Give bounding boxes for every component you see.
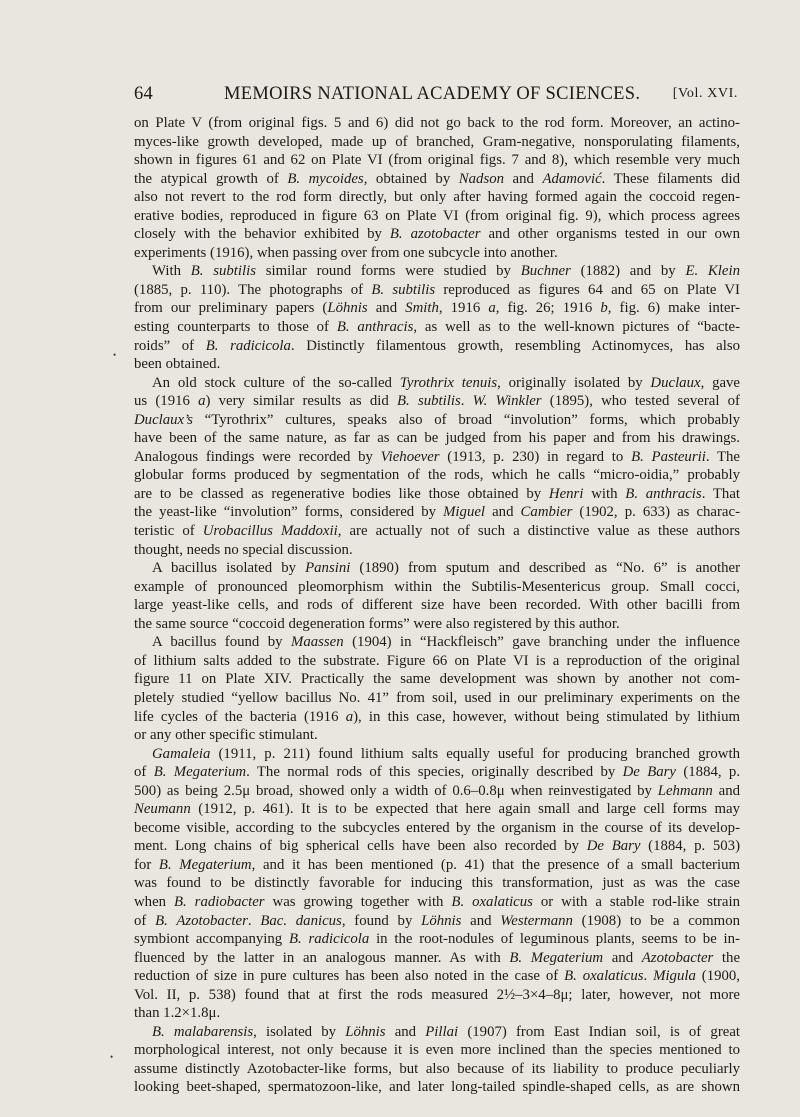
text-line: are to be classed as regenerative bodies like those obtained by Henri with B. anthracis. That: [134, 485, 740, 502]
text-line: experiments (1916), when passing over from one subcycle into another.: [134, 244, 558, 261]
volume-label: [Vol. XVI.: [672, 86, 738, 101]
running-header: [110, 84, 738, 110]
text-line: shown in figures 61 and 62 on Plate VI (from original figs. 7 and 8), which resemble very much: [134, 152, 740, 169]
text-line: globular forms produced by segmentation of the rods, which he calls “micro-oidia,” probably: [134, 467, 740, 484]
text-line: or any other specific stimulant.: [134, 727, 318, 744]
text-line: life cycles of the bacteria (1916 a), in this case, however, without being stimulated by lithium: [134, 708, 740, 725]
text-line: With B. subtilis similar round forms were studied by Buchner (1882) and by E. Klein: [152, 263, 740, 280]
page-number: 64: [134, 84, 154, 104]
text-line: than 1.2×1.8μ.: [134, 1005, 221, 1022]
journal-title: MEMOIRS NATIONAL ACADEMY OF SCIENCES.: [224, 84, 641, 104]
text-line: been obtained.: [134, 356, 221, 373]
text-line: thought, needs no special discussion.: [134, 541, 353, 558]
paper-speck: •: [110, 1052, 114, 1062]
text-line: the yeast-like “involution” forms, considered by Miguel and Cambier (1902, p. 633) as charac-: [134, 504, 740, 521]
text-line: fluenced by the latter in an analogous manner. As with B. Megaterium and Azotobacter the: [134, 949, 741, 966]
text-line: of lithium salts added to the substrate. Figure 66 on Plate VI is a reproduction of the original: [134, 652, 740, 669]
text-line: of B. Megaterium. The normal rods of this species, originally described by De Bary (1884, p.: [134, 764, 741, 781]
text-line: the atypical growth of B. mycoides, obtained by Nadson and Adamović. These filaments did: [134, 170, 741, 187]
text-line: looking beet-shaped, spermatozoon-like, and later long-tailed spindle-shaped cells, as are shown: [134, 1079, 740, 1096]
text-line: example of pronounced pleomorphism within the Subtilis-Mesentericus group. Small cocci,: [134, 578, 740, 595]
text-line: become visible, according to the subcycles entered by the organism in the course of its develop-: [134, 819, 740, 836]
body-text: [134, 114, 740, 1097]
text-line: B. malabarensis, isolated by Löhnis and Pillai (1907) from East Indian soil, is of great: [152, 1023, 740, 1040]
text-line: Analogous findings were recorded by Viehoever (1913, p. 230) in regard to B. Pasteurii. The: [134, 448, 740, 465]
text-line: us (1916 a) very similar results as did B. subtilis. W. Winkler (1895), who tested several of: [134, 393, 740, 410]
text-line: myces-like growth developed, made up of branched, Gram-negative, nonsporulating filaments,: [134, 133, 740, 150]
text-line: teristic of Urobacillus Maddoxii, are actually not of such a distinctive value as these authors: [134, 523, 740, 540]
text-line: roids” of B. radicicola. Distinctly filamentous growth, resembling Actinomyces, has also: [134, 337, 740, 354]
text-line: An old stock culture of the so-called Tyrothrix tenuis, originally isolated by Duclaux, gave: [152, 374, 740, 391]
text-line: reduction of size in pure cultures has been also noted in the case of B. oxalaticus. Migula (1900,: [134, 968, 740, 985]
text-line: (1885, p. 110). The photographs of B. subtilis reproduced as figures 64 and 65 on Plate VI: [134, 281, 740, 298]
text-line: 500) as being 2.5μ broad, showed only a width of 0.6–0.8μ when reinvestigated by Lehmann and: [134, 782, 740, 799]
text-line: erative bodies, reproduced in figure 63 on Plate VI (from original fig. 9), which process agrees: [134, 207, 740, 224]
text-line: esting counterparts to those of B. anthracis, as well as to the well-known pictures of “bacte-: [134, 319, 740, 336]
text-line: Gamaleia (1911, p. 211) found lithium salts equally useful for producing branched growth: [152, 745, 740, 762]
text-line: when B. radiobacter was growing together with B. oxalaticus or with a stable rod-like strain: [134, 893, 741, 910]
text-line: A bacillus isolated by Pansini (1890) from sputum and described as “No. 6” is another: [152, 560, 741, 577]
text-line: pletely studied “yellow bacillus No. 41” from soil, used in our preliminary experiments on the: [134, 689, 740, 706]
text-line: from our preliminary papers (Löhnis and Smith, 1916 a, fig. 26; 1916 b, fig. 6) make inter-: [134, 300, 741, 317]
text-line: Duclaux’s “Tyrothrix” cultures, speaks also of broad “involution” forms, which probably: [134, 411, 740, 428]
text-line: was found to be distinctly favorable for inducing this transformation, just as was the case: [134, 875, 740, 892]
text-line: figure 11 on Plate XIV. Practically the same development was shown by another not com-: [134, 671, 740, 688]
text-line: Vol. II, p. 538) found that at first the rods measured 2½–3×4–8μ; later, however, not more: [134, 986, 740, 1003]
text-line: morphological interest, not only because it is even more inclined than the species mentioned to: [134, 1042, 740, 1059]
text-line: for B. Megaterium, and it has been mentioned (p. 41) that the presence of a small bacterium: [134, 856, 740, 873]
text-line: also not revert to the rod form directly, but only after having formed again the coccoid regen-: [134, 189, 740, 206]
text-line: have been of the same nature, as far as can be judged from his paper and from his drawings.: [134, 430, 740, 447]
paper-speck: •: [113, 350, 117, 360]
text-line: ment. Long chains of big spherical cells have been also recorded by De Bary (1884, p. 503): [134, 838, 740, 855]
text-line: A bacillus found by Maassen (1904) in “Hackfleisch” gave branching under the influence: [152, 634, 740, 651]
text-line: the same source “coccoid degeneration forms” were also registered by this author.: [134, 615, 620, 632]
text-line: symbiont accompanying B. radicicola in the root-nodules of leguminous plants, seems to be in-: [134, 931, 740, 948]
text-line: Neumann (1912, p. 461). It is to be expected that here again small and large cell forms may: [134, 801, 740, 818]
text-line: assume distinctly Azotobacter-like forms, but also because of its liability to produce peculiarly: [134, 1060, 740, 1077]
text-line: on Plate V (from original figs. 5 and 6) did not go back to the rod form. Moreover, an actino-: [134, 115, 740, 131]
text-line: of B. Azotobacter. Bac. danicus, found by Löhnis and Westermann (1908) to be a common: [134, 912, 740, 929]
text-line: large yeast-like cells, and rods of different size have been recorded. With other bacilli from: [134, 597, 740, 614]
text-line: closely with the behavior exhibited by B. azotobacter and other organisms tested in our own: [134, 226, 741, 243]
